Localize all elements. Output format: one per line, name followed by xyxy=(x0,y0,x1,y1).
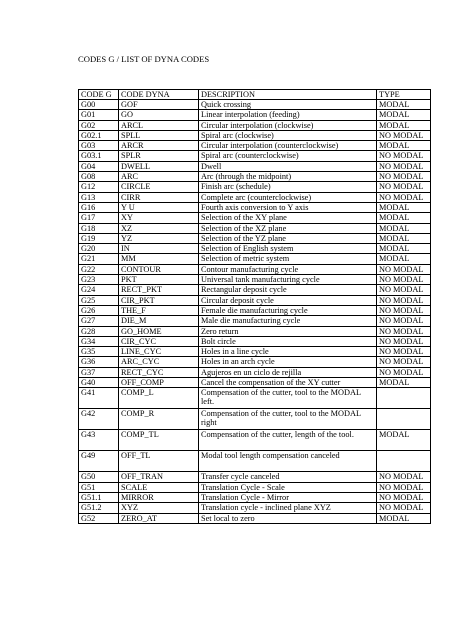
code-g-cell: G35 xyxy=(79,347,119,357)
table-row xyxy=(79,285,431,295)
type-cell: MODAL xyxy=(377,213,431,223)
table-row xyxy=(79,305,431,315)
description-cell: Holes in an arch cycle xyxy=(199,357,377,367)
table-row xyxy=(79,172,431,182)
description-cell: Selection of the XY plane xyxy=(199,213,377,223)
type-cell: MODAL xyxy=(377,244,431,254)
table-row xyxy=(79,254,431,264)
table-row xyxy=(79,295,431,305)
description-cell: Selection of metric system xyxy=(199,254,377,264)
description-cell: Complete arc (counterclockwise) xyxy=(199,192,377,202)
code-g-cell: G20 xyxy=(79,244,119,254)
type-cell: NO MODAL xyxy=(377,172,431,182)
code-g-cell: G41 xyxy=(79,388,119,409)
code-dyna-cell: Y U xyxy=(119,202,199,212)
code-g-cell: G03.1 xyxy=(79,151,119,161)
table-row xyxy=(79,472,431,482)
code-dyna-cell: PKT xyxy=(119,275,199,285)
type-cell: NO MODAL xyxy=(377,295,431,305)
code-g-cell: G26 xyxy=(79,305,119,315)
code-dyna-cell: YZ xyxy=(119,233,199,243)
type-cell: NO MODAL xyxy=(377,192,431,202)
code-dyna-cell: ARC_CYC xyxy=(119,357,199,367)
code-dyna-cell: COMP_R xyxy=(119,409,199,430)
code-g-cell: G16 xyxy=(79,202,119,212)
description-cell: Rectangular deposit cycle xyxy=(199,285,377,295)
code-g-cell: G17 xyxy=(79,213,119,223)
type-cell: MODAL xyxy=(377,233,431,243)
code-g-cell: G21 xyxy=(79,254,119,264)
code-g-cell: G37 xyxy=(79,367,119,377)
code-dyna-cell: SPLL xyxy=(119,130,199,140)
type-cell: NO MODAL xyxy=(377,492,431,502)
code-g-cell: G02.1 xyxy=(79,130,119,140)
code-dyna-cell: OFF_COMP xyxy=(119,378,199,388)
table-row xyxy=(79,378,431,388)
code-g-cell: G24 xyxy=(79,285,119,295)
document-title: CODES G / LIST OF DYNA CODES xyxy=(78,54,210,64)
description-cell: Contour manufacturing cycle xyxy=(199,264,377,274)
code-dyna-cell: COMP_L xyxy=(119,388,199,409)
description-cell: Male die manufacturing cycle xyxy=(199,316,377,326)
code-g-cell: G36 xyxy=(79,357,119,367)
description-cell: Compensation of the cutter, tool to the MODAL left. xyxy=(199,388,377,409)
type-cell: NO MODAL xyxy=(377,161,431,171)
type-cell: MODAL xyxy=(377,110,431,120)
type-cell: MODAL xyxy=(377,141,431,151)
code-g-cell: G12 xyxy=(79,182,119,192)
code-dyna-cell: CIR_CYC xyxy=(119,336,199,346)
header-type: TYPE xyxy=(377,90,431,100)
type-cell: MODAL xyxy=(377,254,431,264)
description-cell: Dwell xyxy=(199,161,377,171)
code-dyna-cell: ZERO_AT xyxy=(119,513,199,523)
description-cell: Zero return xyxy=(199,326,377,336)
type-cell: MODAL xyxy=(377,513,431,523)
code-dyna-cell: SPLR xyxy=(119,151,199,161)
code-g-cell: G23 xyxy=(79,275,119,285)
description-cell: Modal tool length compensation canceled xyxy=(199,451,377,472)
type-cell: MODAL xyxy=(377,202,431,212)
table-row xyxy=(79,182,431,192)
description-cell: Selection of English system xyxy=(199,244,377,254)
description-cell: Selection of the XZ plane xyxy=(199,223,377,233)
type-cell: MODAL xyxy=(377,100,431,110)
description-cell: Circular interpolation (clockwise) xyxy=(199,120,377,130)
description-cell: Finish arc (schedule) xyxy=(199,182,377,192)
code-dyna-cell: MM xyxy=(119,254,199,264)
type-cell: NO MODAL xyxy=(377,285,431,295)
type-cell: NO MODAL xyxy=(377,264,431,274)
type-cell: NO MODAL xyxy=(377,275,431,285)
table-row xyxy=(79,513,431,523)
code-g-cell: G22 xyxy=(79,264,119,274)
table-row xyxy=(79,202,431,212)
description-cell: Spiral arc (counterclockwise) xyxy=(199,151,377,161)
codes-table xyxy=(78,89,431,524)
code-g-cell: G19 xyxy=(79,233,119,243)
type-cell: NO MODAL xyxy=(377,182,431,192)
description-cell: Arc (through the midpoint) xyxy=(199,172,377,182)
table-row xyxy=(79,213,431,223)
code-g-cell: G08 xyxy=(79,172,119,182)
table-row xyxy=(79,409,431,430)
table-row xyxy=(79,326,431,336)
code-g-cell: G13 xyxy=(79,192,119,202)
type-cell: MODAL xyxy=(377,223,431,233)
type-cell: NO MODAL xyxy=(377,347,431,357)
code-dyna-cell: RECT_CYC xyxy=(119,367,199,377)
type-cell: NO MODAL xyxy=(377,151,431,161)
type-cell: MODAL xyxy=(377,378,431,388)
type-cell xyxy=(377,409,431,430)
code-g-cell: G42 xyxy=(79,409,119,430)
code-g-cell: G40 xyxy=(79,378,119,388)
table-row xyxy=(79,110,431,120)
table-header-row xyxy=(79,90,431,100)
type-cell: NO MODAL xyxy=(377,326,431,336)
table-row xyxy=(79,451,431,472)
description-cell: Cancel the compensation of the XY cutter xyxy=(199,378,377,388)
code-dyna-cell: ARCR xyxy=(119,141,199,151)
code-dyna-cell: CIRCLE xyxy=(119,182,199,192)
table-row xyxy=(79,130,431,140)
table-row xyxy=(79,100,431,110)
code-dyna-cell: LINE_CYC xyxy=(119,347,199,357)
table-row xyxy=(79,233,431,243)
table-row xyxy=(79,141,431,151)
description-cell: Female die manufacturing cycle xyxy=(199,305,377,315)
header-code-g: CODE G xyxy=(79,90,119,100)
code-g-cell: G28 xyxy=(79,326,119,336)
code-dyna-cell: CIRR xyxy=(119,192,199,202)
code-dyna-cell: SCALE xyxy=(119,482,199,492)
header-description: DESCRIPTION xyxy=(199,90,377,100)
table-row xyxy=(79,244,431,254)
description-cell: Agujeros en un ciclo de rejilla xyxy=(199,367,377,377)
table-row xyxy=(79,120,431,130)
table-row xyxy=(79,264,431,274)
code-g-cell: G51.2 xyxy=(79,503,119,513)
code-g-cell: G25 xyxy=(79,295,119,305)
type-cell: NO MODAL xyxy=(377,305,431,315)
code-g-cell: G04 xyxy=(79,161,119,171)
code-dyna-cell: XY xyxy=(119,213,199,223)
code-dyna-cell: ARC xyxy=(119,172,199,182)
description-cell: Fourth axis conversion to Y axis xyxy=(199,202,377,212)
code-g-cell: G03 xyxy=(79,141,119,151)
code-dyna-cell: OFF_TL xyxy=(119,451,199,472)
code-dyna-cell: MIRROR xyxy=(119,492,199,502)
type-cell: NO MODAL xyxy=(377,357,431,367)
code-dyna-cell: CIR_PKT xyxy=(119,295,199,305)
description-cell: Circular interpolation (counterclockwise) xyxy=(199,141,377,151)
type-cell: NO MODAL xyxy=(377,316,431,326)
code-g-cell: G34 xyxy=(79,336,119,346)
code-dyna-cell: RECT_PKT xyxy=(119,285,199,295)
code-dyna-cell: OFF_TRAN xyxy=(119,472,199,482)
table-row xyxy=(79,482,431,492)
table-row xyxy=(79,347,431,357)
code-g-cell: G43 xyxy=(79,430,119,451)
code-g-cell: G50 xyxy=(79,472,119,482)
description-cell: Spiral arc (clockwise) xyxy=(199,130,377,140)
description-cell: Holes in a line cycle xyxy=(199,347,377,357)
table-row xyxy=(79,192,431,202)
table-row xyxy=(79,161,431,171)
code-g-cell: G51 xyxy=(79,482,119,492)
description-cell: Translation cycle - inclined plane XYZ xyxy=(199,503,377,513)
code-dyna-cell: XYZ xyxy=(119,503,199,513)
table-row xyxy=(79,223,431,233)
code-dyna-cell: IN xyxy=(119,244,199,254)
type-cell: NO MODAL xyxy=(377,503,431,513)
table-row xyxy=(79,151,431,161)
table-row xyxy=(79,357,431,367)
type-cell xyxy=(377,388,431,409)
code-dyna-cell: DIE_M xyxy=(119,316,199,326)
table-row xyxy=(79,492,431,502)
type-cell: NO MODAL xyxy=(377,482,431,492)
table-body xyxy=(79,100,431,524)
code-dyna-cell: THE_F xyxy=(119,305,199,315)
code-g-cell: G01 xyxy=(79,110,119,120)
type-cell: NO MODAL xyxy=(377,472,431,482)
description-cell: Set local to zero xyxy=(199,513,377,523)
description-cell: Universal tank manufacturing cycle xyxy=(199,275,377,285)
table-row xyxy=(79,503,431,513)
description-cell: Transfer cycle canceled xyxy=(199,472,377,482)
table-row xyxy=(79,388,431,409)
description-cell: Linear interpolation (feeding) xyxy=(199,110,377,120)
header-code-dyna: CODE DYNA xyxy=(119,90,199,100)
table-row xyxy=(79,367,431,377)
description-cell: Circular deposit cycle xyxy=(199,295,377,305)
type-cell: NO MODAL xyxy=(377,130,431,140)
code-dyna-cell: GO_HOME xyxy=(119,326,199,336)
description-cell: Translation Cycle - Mirror xyxy=(199,492,377,502)
description-cell: Quick crossing xyxy=(199,100,377,110)
code-dyna-cell: COMP_TL xyxy=(119,430,199,451)
code-dyna-cell: XZ xyxy=(119,223,199,233)
description-cell: Compensation of the cutter, length of the tool. xyxy=(199,430,377,451)
code-g-cell: G49 xyxy=(79,451,119,472)
description-cell: Bolt circle xyxy=(199,336,377,346)
table-row xyxy=(79,430,431,451)
code-g-cell: G18 xyxy=(79,223,119,233)
type-cell: NO MODAL xyxy=(377,367,431,377)
type-cell xyxy=(377,451,431,472)
type-cell: NO MODAL xyxy=(377,336,431,346)
code-g-cell: G02 xyxy=(79,120,119,130)
description-cell: Compensation of the cutter, tool to the MODAL right xyxy=(199,409,377,430)
code-g-cell: G51.1 xyxy=(79,492,119,502)
code-g-cell: G27 xyxy=(79,316,119,326)
code-dyna-cell: ARCL xyxy=(119,120,199,130)
table-row xyxy=(79,275,431,285)
type-cell: MODAL xyxy=(377,120,431,130)
table-row xyxy=(79,316,431,326)
description-cell: Selection of the YZ plane xyxy=(199,233,377,243)
description-cell: Translation Cycle - Scale xyxy=(199,482,377,492)
code-dyna-cell: DWELL xyxy=(119,161,199,171)
code-dyna-cell: GO xyxy=(119,110,199,120)
code-dyna-cell: GOF xyxy=(119,100,199,110)
code-g-cell: G00 xyxy=(79,100,119,110)
type-cell: MODAL xyxy=(377,430,431,451)
table-row xyxy=(79,336,431,346)
code-g-cell: G52 xyxy=(79,513,119,523)
code-dyna-cell: CONTOUR xyxy=(119,264,199,274)
